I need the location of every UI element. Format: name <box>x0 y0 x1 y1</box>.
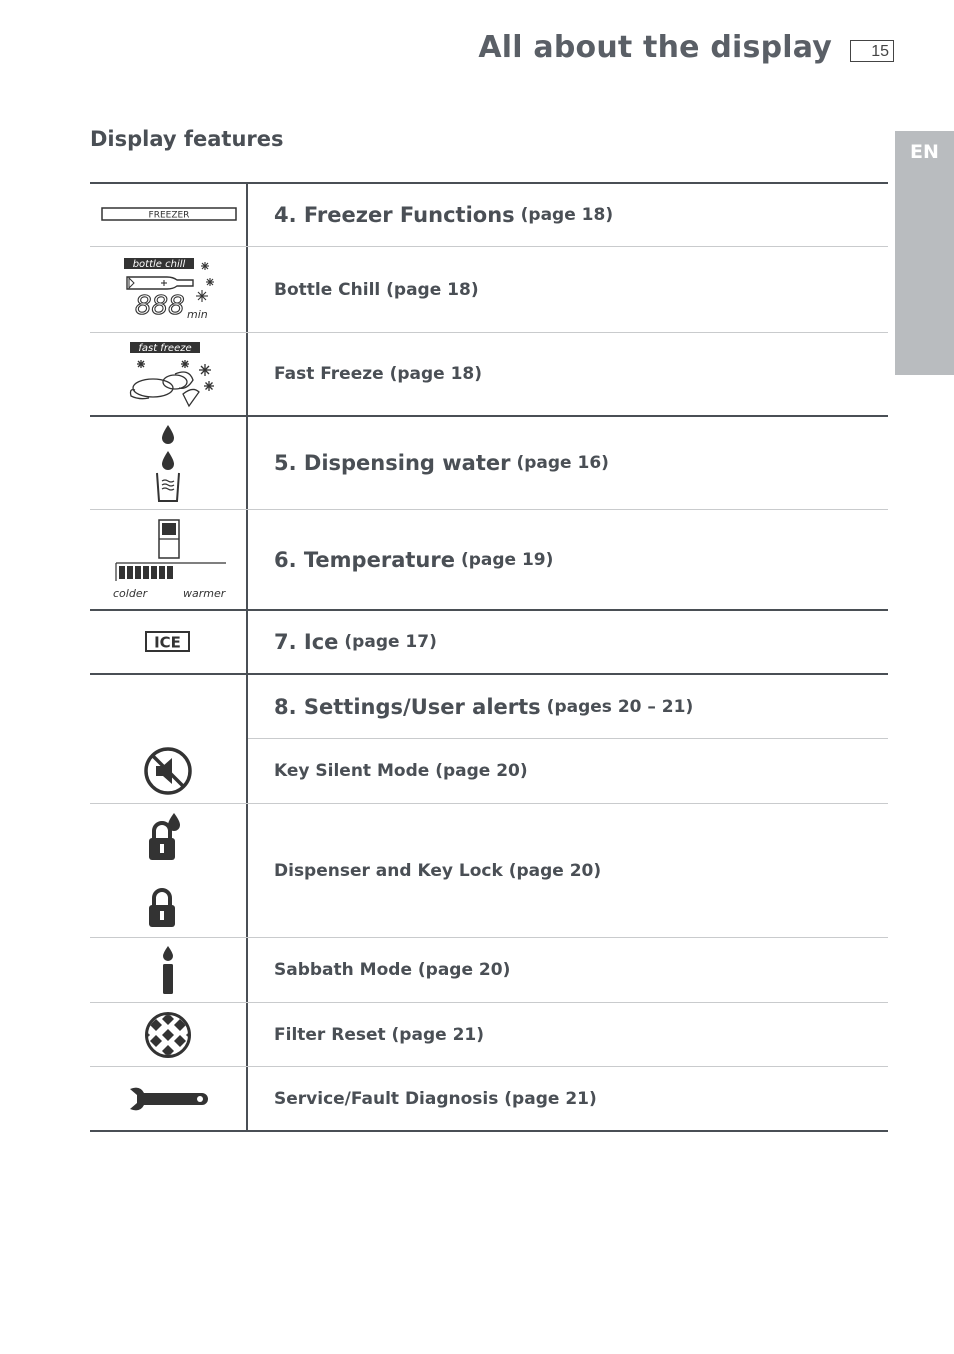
bottle-chill-unit: min <box>187 307 208 321</box>
ice-icon-label: ICE <box>154 633 181 652</box>
row-page: (page 16) <box>516 453 609 473</box>
display-features-table <box>90 182 888 1132</box>
dispenser-key-lock-icon <box>90 804 248 937</box>
warmer-label: warmer <box>183 586 226 600</box>
settings-alerts-heading <box>248 675 888 739</box>
wrench-icon <box>90 1067 248 1130</box>
table-row <box>90 938 888 1003</box>
row-title: 5. Dispensing water <box>274 451 511 475</box>
fast-freeze-label: fast freeze <box>138 343 192 354</box>
water-glass-icon <box>90 417 248 509</box>
page-title: All about the display <box>478 30 832 65</box>
row-page: (pages 20 – 21) <box>546 696 694 717</box>
row-title: 4. Freezer Functions <box>274 203 515 227</box>
colder-label: colder <box>113 586 148 600</box>
bottle-chill-icon <box>90 247 248 332</box>
row-title: 6. Temperature <box>274 547 455 572</box>
table-row <box>90 247 888 333</box>
key-silent-label <box>248 739 888 803</box>
table-row <box>90 417 888 510</box>
temperature-icon <box>90 510 248 609</box>
freezer-icon <box>90 184 248 246</box>
table-row <box>90 333 888 417</box>
row-page: (page 17) <box>344 632 437 652</box>
table-row <box>90 510 888 611</box>
section-title: Display features <box>90 127 284 151</box>
row-label: Service/Fault Diagnosis (page 21) <box>274 1088 597 1109</box>
empty-icon-cell <box>90 675 248 739</box>
row-page: (page 18) <box>520 205 614 225</box>
table-row <box>90 611 888 675</box>
freezer-icon-label: FREEZER <box>148 210 190 221</box>
table-row <box>90 1067 888 1132</box>
bottle-chill-label: bottle chill <box>132 258 186 270</box>
freezer-functions-heading <box>248 184 888 246</box>
row-label: Sabbath Mode (page 20) <box>274 960 511 980</box>
sabbath-mode-label <box>248 938 888 1002</box>
bottle-chill-label <box>248 247 888 332</box>
fast-freeze-label <box>248 333 888 415</box>
dispenser-key-lock-label <box>248 804 888 937</box>
table-row <box>90 739 888 804</box>
filter-reset-label <box>248 1003 888 1066</box>
key-silent-icon <box>90 739 248 803</box>
row-label: Fast Freeze (page 18) <box>274 364 483 384</box>
service-fault-label <box>248 1067 888 1130</box>
row-label: Dispenser and Key Lock (page 20) <box>274 860 602 881</box>
table-row <box>90 1003 888 1067</box>
dispensing-water-heading <box>248 417 888 509</box>
row-page: (page 19) <box>460 549 554 570</box>
row-title: 7. Ice <box>274 630 339 654</box>
filter-icon <box>90 1003 248 1066</box>
table-row <box>90 675 888 739</box>
bottle-chill-digits: 888 <box>135 290 185 321</box>
row-title: 8. Settings/User alerts <box>274 694 541 719</box>
row-label: Bottle Chill (page 18) <box>274 279 479 300</box>
page-number: 15 <box>850 40 894 62</box>
ice-icon <box>90 611 248 673</box>
language-tab: EN <box>895 131 954 375</box>
row-label: Filter Reset (page 21) <box>274 1024 484 1045</box>
row-label: Key Silent Mode (page 20) <box>274 761 528 781</box>
table-row <box>90 804 888 938</box>
table-row <box>90 182 888 247</box>
temperature-heading <box>248 510 888 609</box>
candle-icon <box>90 938 248 1002</box>
fast-freeze-icon <box>90 333 248 415</box>
ice-heading <box>248 611 888 673</box>
